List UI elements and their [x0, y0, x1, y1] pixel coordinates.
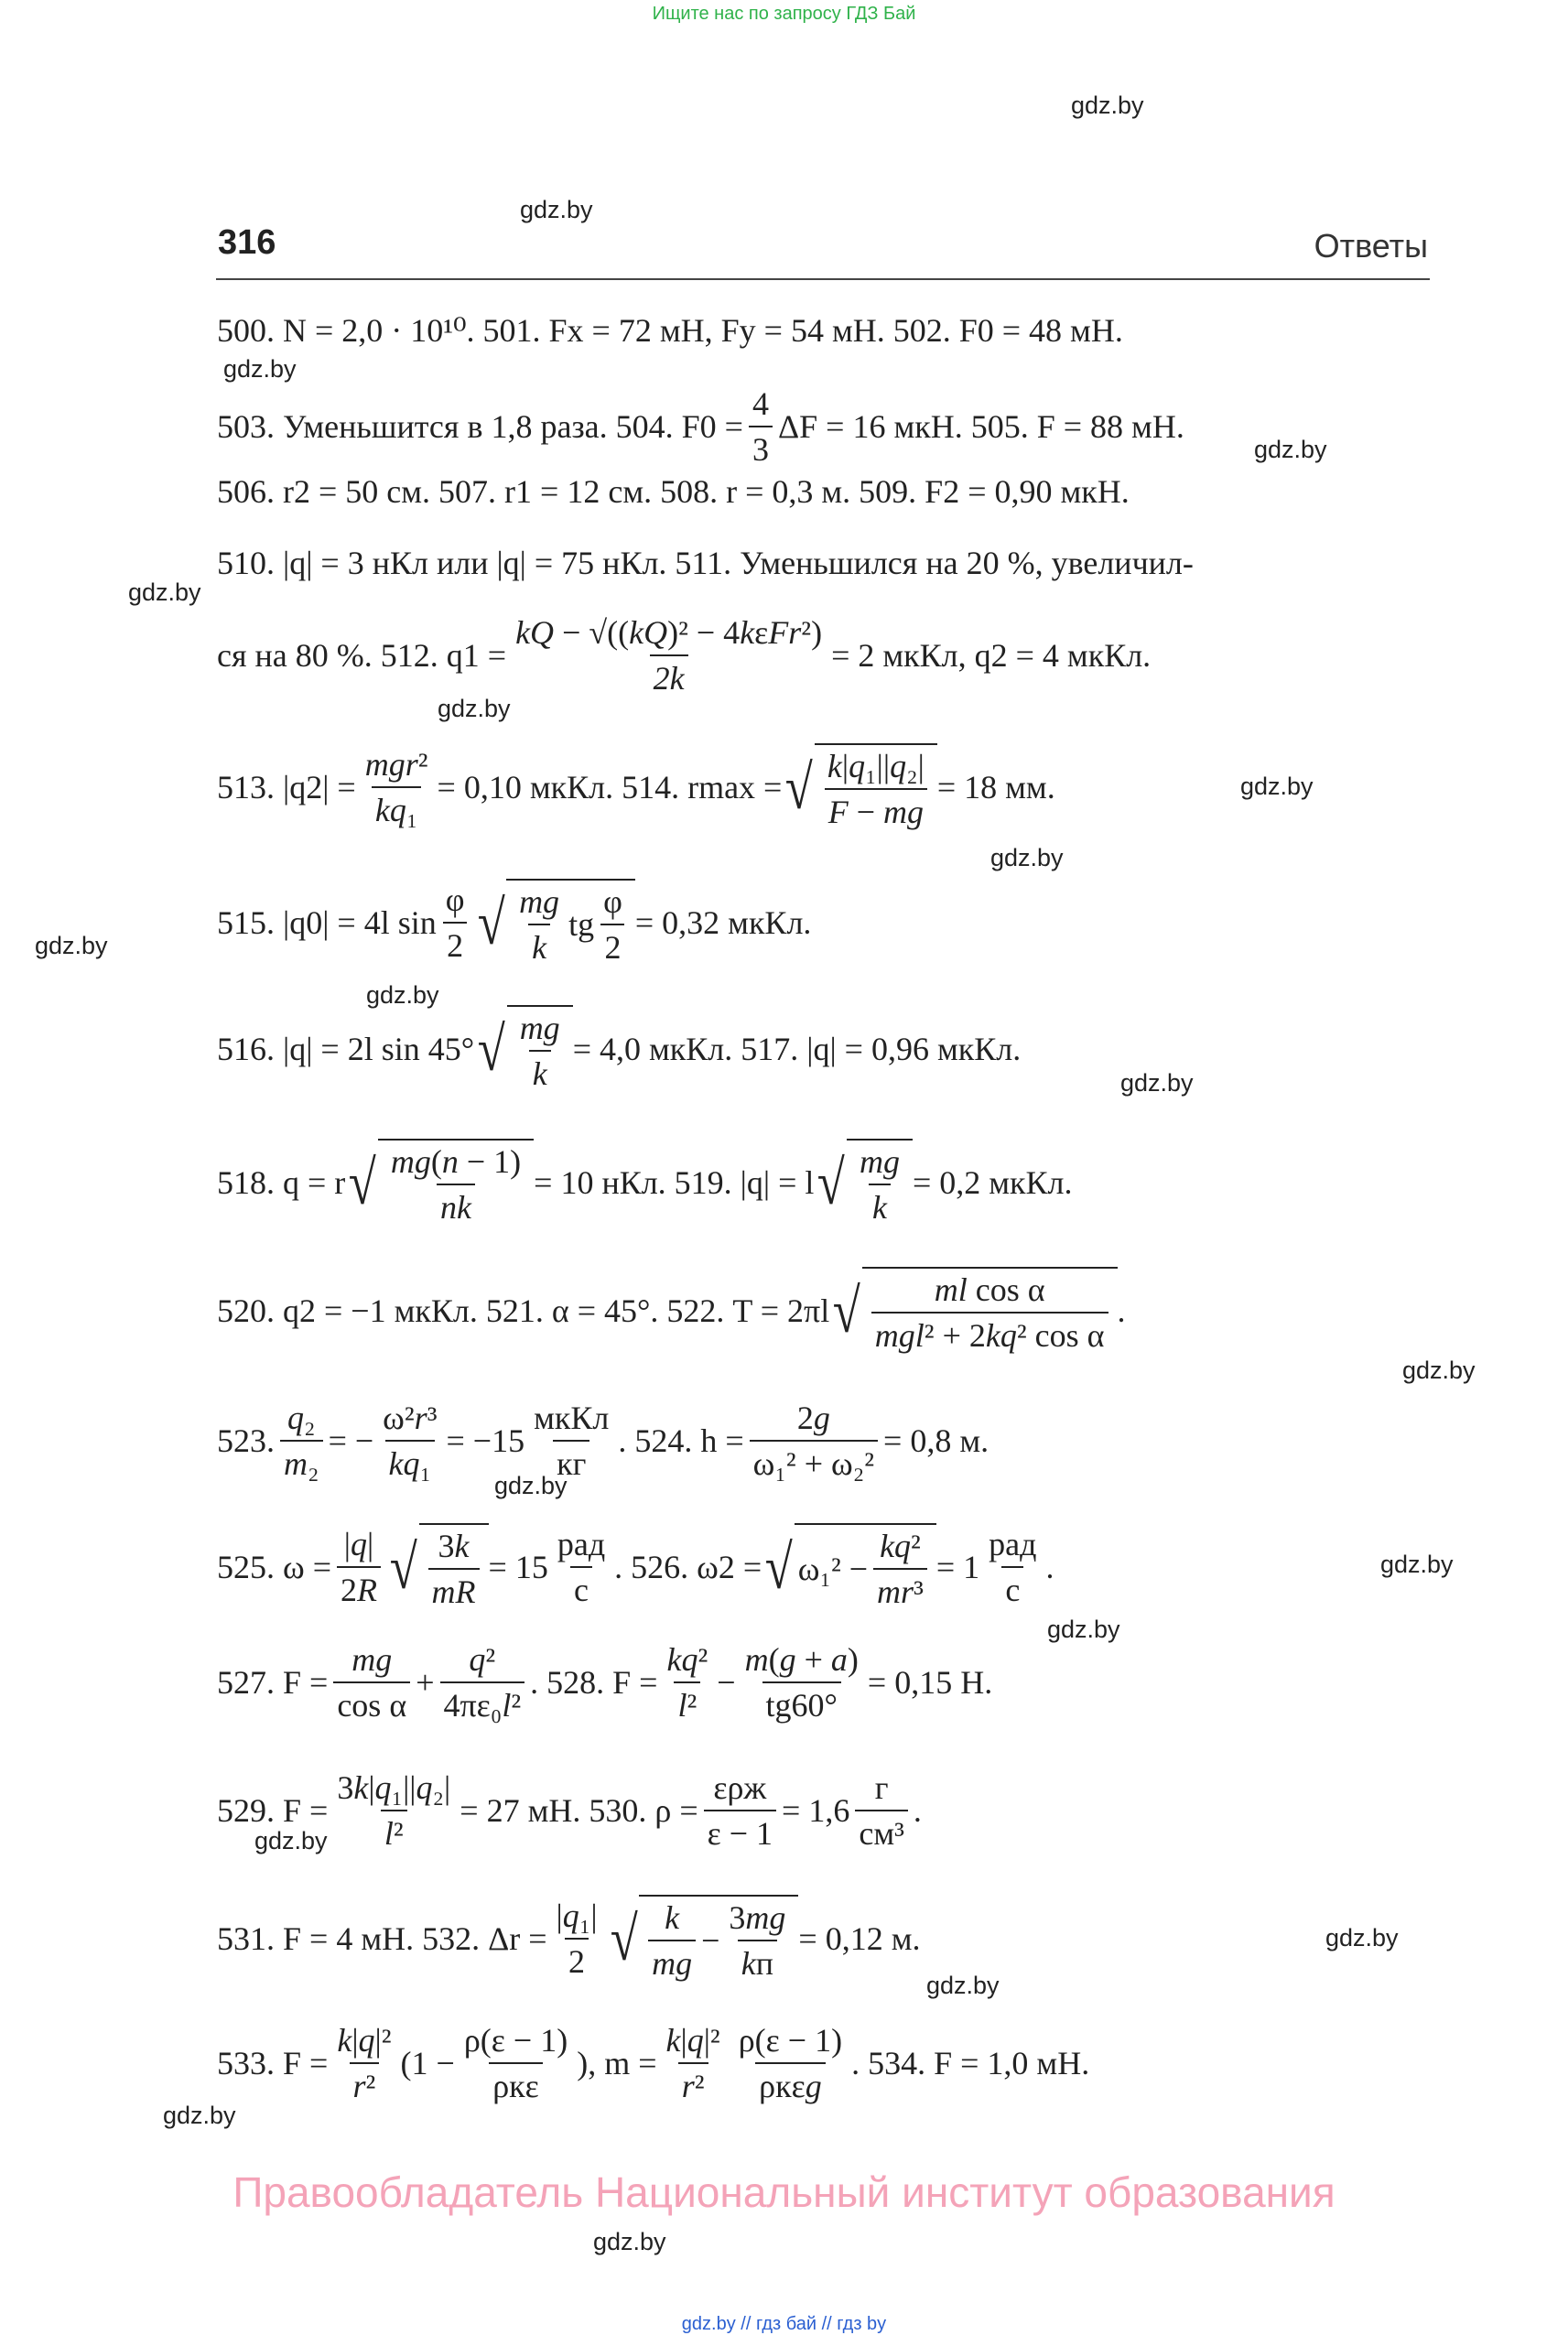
answer-line: 520. q2 = −1 мкКл. 521. α = 45°. 522. T = 2πl √ $\frac{\text{ml cos α}}{\text{mgl² + 2kq² cos α}}$ .	[217, 1267, 1126, 1355]
fraction: $\frac{г}{\text{см³}}$	[855, 1768, 908, 1853]
section-title: Ответы	[1314, 227, 1428, 265]
answer-line: 533. F = $\frac{\text{k|q|²}}{\text{r²}}$ (1 − $\frac{\rho(\varepsilon - 1)}{\text{ρкε}}$ ) , m = $\frac{\text{k|q|²}}{\text{r²}}$ $\frac{\rho(\varepsilon - 1)}{\text{ρкεg}}$ . 534. F = 1,0 мН.	[217, 2022, 1090, 2104]
fraction: $\frac{\text{ερж}}{\varepsilon - 1}$	[704, 1768, 776, 1853]
fraction: $\frac{\text{q²}}{\text{4πε₀l²}}$	[440, 1640, 525, 1724]
fraction: $\frac{\text{k|q|²}}{\text{r²}}$	[337, 2022, 392, 2104]
watermark: gdz.by	[1380, 1551, 1454, 1578]
watermark: gdz.by	[1071, 92, 1144, 119]
fraction: $\frac{2g}{\text{ω₁² + ω₂²}}$	[750, 1399, 878, 1483]
bottom-links[interactable]: gdz.by // гдз бай // гдз by	[681, 2314, 887, 2334]
fraction: $\frac{\rho(\varepsilon - 1)}{\text{ρкεg}}$	[738, 2022, 843, 2104]
fraction: $\frac{\text{kq²}}{\text{l²}}$	[666, 1641, 708, 1724]
fraction: $\frac{\rho(\varepsilon - 1)}{\text{ρкε}}$	[463, 2022, 568, 2104]
watermark: gdz.by	[35, 932, 108, 959]
watermark: gdz.by	[163, 2102, 236, 2129]
square-root: √ $\frac{k}{mg}$ − $\frac{3mg}{kп}$	[607, 1895, 799, 1983]
watermark: gdz.by	[1325, 1924, 1399, 1951]
answer-line: 513. |q2| = $\frac{\text{mgr²}}{\text{kq₁}}$ = 0,10 мкКл. 514. rmax = √ $\frac{\text{k|q₁||q₂|}}{F - mg}$ = 18 мм.	[217, 743, 1055, 831]
answer-line: 503. Уменьшится в 1,8 раза. 504. F0 = $\frac{4}{3}$ ΔF = 16 мкН. 505. F = 88 мН.	[217, 385, 1184, 468]
watermark: gdz.by	[254, 1827, 328, 1854]
square-root: √ $\frac{mg}{k}$ tg $\frac{\varphi}{2}$	[474, 879, 635, 967]
fraction: $\frac{\text{kQ − √((kQ)² − 4kεFr²)}}{2k}$	[515, 614, 823, 697]
answer-line: 531. F = 4 мН. 532. Δr = $\frac{\text{|q₁|}}{2}$ √ $\frac{k}{mg}$ − $\frac{3mg}{kп}$ = 0,12 м.	[217, 1895, 920, 1983]
square-root: √ $\frac{mg(n - 1)}{nk}$	[345, 1139, 534, 1227]
watermark: gdz.by	[438, 695, 511, 722]
answer-line: ся на 80 %. 512. q1 = $\frac{\text{kQ − √((kQ)² − 4kεFr²)}}{2k}$ = 2 мкКл, q2 = 4 мкКл.	[217, 614, 1152, 697]
answer-line: 527. F = $\frac{mg}{\text{cos α}}$ + $\frac{\text{q²}}{\text{4πε₀l²}}$ . 528. F = $\frac{\text{kq²}}{\text{l²}}$ − $\frac{m(g + a)}{tg60^\circ}$ = 0,15 Н.	[217, 1641, 993, 1724]
fraction: $\frac{\text{k|q|²}}{\text{r²}}$	[665, 2022, 720, 2104]
answer-line: 515. |q0| = 4l sin $\frac{\varphi}{2}$ √ $\frac{mg}{k}$ tg $\frac{\varphi}{2}$ = 0,32 мкКл.	[217, 879, 811, 967]
fraction: $\frac{m(g + a)}{tg60^\circ}$	[744, 1641, 859, 1724]
watermark: gdz.by	[926, 1972, 1000, 1999]
top-banner: Ищите нас по запросу ГДЗ Бай	[652, 4, 916, 24]
fraction: $\frac{\text{рад}}{с}$	[989, 1526, 1037, 1608]
watermark: gdz.by	[520, 196, 593, 223]
watermark: gdz.by	[366, 981, 439, 1009]
answer-line: 523. $\frac{\text{q₂}}{\text{m₂}}$ = − $\frac{\text{ω²r³}}{\text{kq₁}}$ = −15 $\frac{\text{мкКл}}{кг}$ . 524. h = $\frac{2g}{\text{ω₁² + ω₂²}}$ = 0,8 м.	[217, 1400, 989, 1482]
fraction: $\frac{4}{3}$	[749, 384, 773, 469]
square-root: √ $\frac{\text{k|q₁||q₂|}}{F - mg}$	[782, 743, 936, 831]
square-root: √ $\frac{mg}{k}$	[474, 1005, 573, 1093]
fraction: $\frac{\text{ω²r³}}{\text{kq₁}}$	[383, 1400, 438, 1482]
fraction: $\frac{\text{3k|q₁||q₂|}}{\text{l²}}$	[337, 1769, 451, 1852]
answer-line: 529. F = $\frac{\text{3k|q₁||q₂|}}{\text{l²}}$ = 27 мН. 530. ρ = $\frac{\text{ερж}}{\varepsilon - 1}$ = 1,6 $\frac{г}{\text{см³}}$ .	[217, 1769, 922, 1852]
watermark: gdz.by	[1254, 436, 1327, 463]
fraction: $\frac{mg}{\text{cos α}}$	[333, 1640, 410, 1724]
watermark: gdz.by	[990, 844, 1064, 871]
watermark: gdz.by	[1120, 1069, 1194, 1097]
answer-line: 506. r2 = 50 см. 507. r1 = 12 см. 508. r = 0,3 м. 509. F2 = 0,90 мкН.	[217, 473, 1130, 510]
answer-line: 500. N = 2,0 · 10¹⁰. 501. Fx = 72 мН, Fy = 54 мН. 502. F0 = 48 мН.	[217, 312, 1123, 349]
square-root: √ $\frac{mg}{k}$	[814, 1139, 913, 1227]
square-root: √ $\frac{3k}{mR}$	[386, 1523, 489, 1611]
square-root: √ $\frac{\text{ml cos α}}{\text{mgl² + 2kq² cos α}}$	[829, 1267, 1117, 1355]
fraction: $\frac{|q|}{2R}$	[337, 1525, 381, 1609]
page-number: 316	[218, 223, 276, 262]
watermark: gdz.by	[1240, 773, 1314, 800]
answer-line: 518. q = r √ $\frac{mg(n - 1)}{nk}$ = 10 нКл. 519. |q| = l √ $\frac{mg}{k}$ = 0,2 мкКл.	[217, 1139, 1073, 1227]
fraction: $\frac{\text{mgr²}}{\text{kq₁}}$	[364, 746, 428, 828]
square-root: √ ω₁² − $\frac{\text{kq²}}{\text{mr³}}$	[762, 1523, 936, 1611]
watermark: gdz.by	[494, 1472, 568, 1499]
copyright-notice: Правообладатель Национальный институт образования	[232, 2168, 1336, 2216]
answer-line: 525. ω = $\frac{|q|}{2R}$ √ $\frac{3k}{mR}$ = 15 $\frac{\text{рад}}{с}$ . 526. ω2 = √ ω₁² − $\frac{\text{kq²}}{\text{mr³}}$ = 1 $\frac{\text{рад}}{с}$ .	[217, 1523, 1054, 1611]
watermark: gdz.by	[128, 578, 201, 606]
fraction: $\frac{\text{рад}}{с}$	[557, 1526, 606, 1608]
fraction: $\frac{\text{q₂}}{\text{m₂}}$	[280, 1399, 323, 1483]
fraction: $\frac{\varphi}{2}$	[442, 881, 469, 965]
answer-line: 516. |q| = 2l sin 45° √ $\frac{mg}{k}$ = 4,0 мкКл. 517. |q| = 0,96 мкКл.	[217, 1005, 1021, 1093]
watermark: gdz.by	[223, 355, 297, 383]
watermark: gdz.by	[1402, 1357, 1476, 1384]
watermark: gdz.by	[1047, 1616, 1120, 1643]
fraction: $\frac{\text{мкКл}}{кг}$	[534, 1400, 610, 1482]
footer-site: gdz.by	[593, 2228, 666, 2255]
answer-line: 510. |q| = 3 нКл или |q| = 75 нКл. 511. Уменьшился на 20 %, увеличил-	[217, 545, 1194, 581]
fraction: $\frac{\text{|q₁|}}{2}$	[556, 1897, 598, 1980]
header-rule	[216, 278, 1430, 280]
